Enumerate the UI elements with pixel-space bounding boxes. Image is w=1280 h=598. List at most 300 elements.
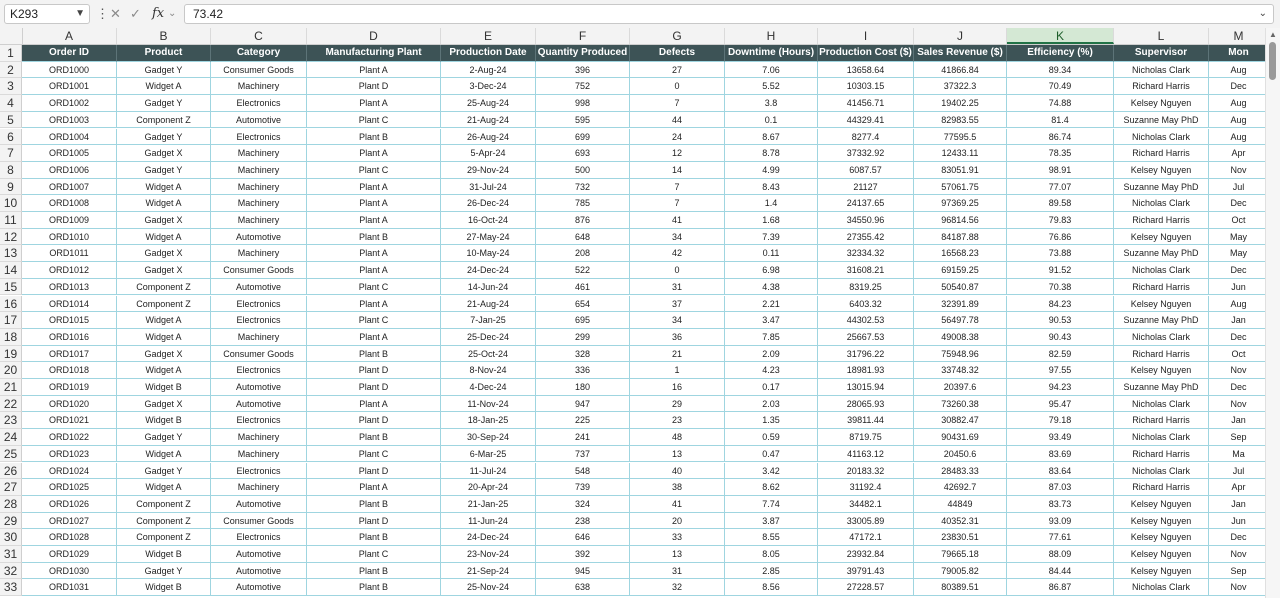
table-cell[interactable]: 90.53 <box>1007 312 1114 329</box>
row-number[interactable]: 27 <box>0 479 22 496</box>
table-cell[interactable]: Nicholas Clark <box>1114 579 1209 596</box>
table-cell[interactable]: 89.34 <box>1007 62 1114 79</box>
table-cell[interactable]: Jun <box>1209 279 1266 296</box>
table-cell[interactable]: 40352.31 <box>914 513 1007 530</box>
table-cell[interactable]: Automotive <box>211 279 307 296</box>
table-cell[interactable]: ORD1016 <box>22 329 117 346</box>
table-cell[interactable]: 0.11 <box>725 245 818 262</box>
table-cell[interactable]: Electronics <box>211 312 307 329</box>
table-cell[interactable]: 0.59 <box>725 429 818 446</box>
table-cell[interactable]: 8.55 <box>725 529 818 546</box>
table-cell[interactable]: Consumer Goods <box>211 346 307 363</box>
table-cell[interactable]: Machinery <box>211 78 307 95</box>
row-number[interactable]: 12 <box>0 229 22 246</box>
table-cell[interactable]: 0 <box>630 262 725 279</box>
table-cell[interactable]: ORD1009 <box>22 212 117 229</box>
table-cell[interactable]: ORD1022 <box>22 429 117 446</box>
table-cell[interactable]: Richard Harris <box>1114 279 1209 296</box>
table-cell[interactable]: 21 <box>630 346 725 363</box>
table-cell[interactable]: 0.47 <box>725 446 818 463</box>
table-cell[interactable]: Gadget Y <box>117 129 211 146</box>
table-cell[interactable]: Plant A <box>307 212 441 229</box>
table-cell[interactable]: 12 <box>630 145 725 162</box>
scrollbar-thumb[interactable] <box>1269 42 1276 80</box>
table-cell[interactable]: Automotive <box>211 229 307 246</box>
table-cell[interactable]: 5.52 <box>725 78 818 95</box>
table-cell[interactable]: 34482.1 <box>818 496 914 513</box>
table-cell[interactable]: 23932.84 <box>818 546 914 563</box>
table-cell[interactable]: 96814.56 <box>914 212 1007 229</box>
table-cell[interactable]: 26-Dec-24 <box>441 195 536 212</box>
table-cell[interactable]: Electronics <box>211 296 307 313</box>
table-cell[interactable]: 29 <box>630 396 725 413</box>
table-cell[interactable]: 50540.87 <box>914 279 1007 296</box>
table-cell[interactable]: Widget B <box>117 546 211 563</box>
table-cell[interactable]: 695 <box>536 312 630 329</box>
table-cell[interactable]: 84187.88 <box>914 229 1007 246</box>
table-cell[interactable]: 20397.6 <box>914 379 1007 396</box>
table-cell[interactable]: Nicholas Clark <box>1114 329 1209 346</box>
table-cell[interactable]: Gadget X <box>117 212 211 229</box>
table-cell[interactable]: 31 <box>630 563 725 580</box>
table-cell[interactable]: 40 <box>630 463 725 480</box>
table-cell[interactable]: Dec <box>1209 329 1266 346</box>
table-cell[interactable]: Plant C <box>307 546 441 563</box>
table-cell[interactable]: 37 <box>630 296 725 313</box>
table-cell[interactable]: Kelsey Nguyen <box>1114 496 1209 513</box>
table-cell[interactable]: 20183.32 <box>818 463 914 480</box>
chevron-down-icon[interactable]: ⌄ <box>168 8 177 19</box>
table-cell[interactable]: 27355.42 <box>818 229 914 246</box>
table-cell[interactable]: ORD1005 <box>22 145 117 162</box>
table-cell[interactable]: Kelsey Nguyen <box>1114 162 1209 179</box>
table-cell[interactable]: Gadget X <box>117 145 211 162</box>
table-cell[interactable]: 10-May-24 <box>441 245 536 262</box>
table-cell[interactable]: 3.42 <box>725 463 818 480</box>
table-cell[interactable]: Plant B <box>307 229 441 246</box>
table-cell[interactable]: 2-Aug-24 <box>441 62 536 79</box>
table-cell[interactable]: 24 <box>630 129 725 146</box>
table-cell[interactable]: Machinery <box>211 212 307 229</box>
column-header-c[interactable]: C <box>211 28 307 44</box>
table-cell[interactable]: 84.23 <box>1007 296 1114 313</box>
row-number[interactable]: 11 <box>0 212 22 229</box>
table-cell[interactable]: 29-Nov-24 <box>441 162 536 179</box>
table-cell[interactable]: 876 <box>536 212 630 229</box>
table-cell[interactable]: 30882.47 <box>914 412 1007 429</box>
table-cell[interactable]: Suzanne May PhD <box>1114 112 1209 129</box>
row-number[interactable]: 25 <box>0 446 22 463</box>
table-cell[interactable]: 21-Aug-24 <box>441 296 536 313</box>
table-cell[interactable]: Plant C <box>307 162 441 179</box>
table-cell[interactable]: 21-Sep-24 <box>441 563 536 580</box>
table-cell[interactable]: 79.18 <box>1007 412 1114 429</box>
table-cell[interactable]: 57061.75 <box>914 179 1007 196</box>
table-cell[interactable]: 79005.82 <box>914 563 1007 580</box>
scroll-up-icon[interactable]: ▲ <box>1269 30 1277 39</box>
row-number[interactable]: 10 <box>0 195 22 212</box>
table-cell[interactable]: 14 <box>630 162 725 179</box>
row-number[interactable]: 1 <box>0 45 22 62</box>
table-cell[interactable]: 33005.89 <box>818 513 914 530</box>
table-cell[interactable]: Component Z <box>117 496 211 513</box>
table-cell[interactable]: Sep <box>1209 563 1266 580</box>
table-cell[interactable]: 648 <box>536 229 630 246</box>
table-cell[interactable]: Plant D <box>307 412 441 429</box>
table-cell[interactable]: May <box>1209 245 1266 262</box>
table-cell[interactable]: Machinery <box>211 195 307 212</box>
table-cell[interactable]: 93.49 <box>1007 429 1114 446</box>
table-cell[interactable]: 785 <box>536 195 630 212</box>
table-cell[interactable]: Dec <box>1209 78 1266 95</box>
table-cell[interactable]: Plant B <box>307 346 441 363</box>
table-cell[interactable]: Plant D <box>307 78 441 95</box>
table-cell[interactable]: Gadget Y <box>117 463 211 480</box>
table-cell[interactable]: ORD1023 <box>22 446 117 463</box>
column-header-h[interactable]: H <box>725 28 818 44</box>
table-cell[interactable]: 44849 <box>914 496 1007 513</box>
table-cell[interactable]: ORD1018 <box>22 362 117 379</box>
column-title[interactable]: Mon <box>1209 45 1266 62</box>
table-cell[interactable]: 16-Oct-24 <box>441 212 536 229</box>
table-cell[interactable]: Plant C <box>307 279 441 296</box>
table-cell[interactable]: 16 <box>630 379 725 396</box>
table-cell[interactable]: Gadget X <box>117 245 211 262</box>
table-cell[interactable]: 27-May-24 <box>441 229 536 246</box>
table-cell[interactable]: 81.4 <box>1007 112 1114 129</box>
table-cell[interactable]: Widget A <box>117 195 211 212</box>
table-cell[interactable]: 2.03 <box>725 396 818 413</box>
table-cell[interactable]: 41456.71 <box>818 95 914 112</box>
table-cell[interactable]: 1.68 <box>725 212 818 229</box>
column-header-i[interactable]: I <box>818 28 914 44</box>
table-cell[interactable]: Richard Harris <box>1114 412 1209 429</box>
column-title[interactable]: Production Cost ($) <box>818 45 914 62</box>
column-header-a[interactable]: A <box>22 28 117 44</box>
table-cell[interactable]: Plant B <box>307 496 441 513</box>
column-title[interactable]: Downtime (Hours) <box>725 45 818 62</box>
table-cell[interactable]: 97369.25 <box>914 195 1007 212</box>
table-cell[interactable]: 73.88 <box>1007 245 1114 262</box>
table-cell[interactable]: ORD1008 <box>22 195 117 212</box>
table-cell[interactable]: Gadget Y <box>117 95 211 112</box>
table-cell[interactable]: 500 <box>536 162 630 179</box>
table-cell[interactable]: 646 <box>536 529 630 546</box>
table-cell[interactable]: ORD1028 <box>22 529 117 546</box>
table-cell[interactable]: Dec <box>1209 262 1266 279</box>
table-cell[interactable]: 947 <box>536 396 630 413</box>
table-cell[interactable]: 83051.91 <box>914 162 1007 179</box>
table-cell[interactable]: 693 <box>536 145 630 162</box>
table-cell[interactable]: ORD1027 <box>22 513 117 530</box>
column-header-b[interactable]: B <box>117 28 211 44</box>
table-cell[interactable]: 23 <box>630 412 725 429</box>
row-number[interactable]: 28 <box>0 496 22 513</box>
table-cell[interactable]: 11-Nov-24 <box>441 396 536 413</box>
table-cell[interactable]: ORD1013 <box>22 279 117 296</box>
table-cell[interactable]: Richard Harris <box>1114 479 1209 496</box>
table-cell[interactable]: ORD1014 <box>22 296 117 313</box>
table-cell[interactable]: 42 <box>630 245 725 262</box>
table-cell[interactable]: 95.47 <box>1007 396 1114 413</box>
table-cell[interactable]: Consumer Goods <box>211 62 307 79</box>
table-cell[interactable]: May <box>1209 229 1266 246</box>
table-cell[interactable]: Aug <box>1209 129 1266 146</box>
table-cell[interactable]: 25-Dec-24 <box>441 329 536 346</box>
table-cell[interactable]: Plant C <box>307 446 441 463</box>
table-cell[interactable]: 8277.4 <box>818 129 914 146</box>
row-number[interactable]: 16 <box>0 296 22 313</box>
table-cell[interactable]: ORD1007 <box>22 179 117 196</box>
table-cell[interactable]: Plant C <box>307 112 441 129</box>
table-cell[interactable]: Nicholas Clark <box>1114 262 1209 279</box>
table-cell[interactable]: ORD1000 <box>22 62 117 79</box>
vertical-scrollbar[interactable] <box>1265 28 1280 598</box>
table-cell[interactable]: Component Z <box>117 279 211 296</box>
table-cell[interactable]: 13 <box>630 446 725 463</box>
table-cell[interactable]: Jul <box>1209 179 1266 196</box>
table-cell[interactable]: Widget A <box>117 229 211 246</box>
table-cell[interactable]: 82983.55 <box>914 112 1007 129</box>
table-cell[interactable]: 13015.94 <box>818 379 914 396</box>
column-title[interactable]: Efficiency (%) <box>1007 45 1114 62</box>
table-cell[interactable]: Aug <box>1209 296 1266 313</box>
table-cell[interactable]: Suzanne May PhD <box>1114 245 1209 262</box>
table-cell[interactable]: 74.88 <box>1007 95 1114 112</box>
table-cell[interactable]: 70.49 <box>1007 78 1114 95</box>
table-cell[interactable]: ORD1026 <box>22 496 117 513</box>
table-cell[interactable]: 87.03 <box>1007 479 1114 496</box>
column-header-m[interactable]: M <box>1209 28 1266 44</box>
table-cell[interactable]: Gadget Y <box>117 429 211 446</box>
table-cell[interactable]: 7-Jan-25 <box>441 312 536 329</box>
row-number[interactable]: 2 <box>0 62 22 79</box>
table-cell[interactable]: 20-Apr-24 <box>441 479 536 496</box>
table-cell[interactable]: Suzanne May PhD <box>1114 379 1209 396</box>
column-header-e[interactable]: E <box>441 28 536 44</box>
table-cell[interactable]: 2.21 <box>725 296 818 313</box>
table-cell[interactable]: 752 <box>536 78 630 95</box>
table-cell[interactable]: 44302.53 <box>818 312 914 329</box>
table-cell[interactable]: 1.35 <box>725 412 818 429</box>
expand-formula-icon[interactable]: ⌄ <box>1258 8 1267 19</box>
row-number[interactable]: 8 <box>0 162 22 179</box>
table-cell[interactable]: 16568.23 <box>914 245 1007 262</box>
row-number[interactable]: 4 <box>0 95 22 112</box>
row-number[interactable]: 21 <box>0 379 22 396</box>
table-cell[interactable]: Machinery <box>211 479 307 496</box>
table-cell[interactable]: 28483.33 <box>914 463 1007 480</box>
select-all-corner[interactable] <box>0 28 23 44</box>
table-cell[interactable]: 27 <box>630 62 725 79</box>
table-cell[interactable]: 945 <box>536 563 630 580</box>
row-number[interactable]: 15 <box>0 279 22 296</box>
table-cell[interactable]: 21127 <box>818 179 914 196</box>
table-cell[interactable]: ORD1030 <box>22 563 117 580</box>
table-cell[interactable]: 20450.6 <box>914 446 1007 463</box>
table-cell[interactable]: Plant A <box>307 195 441 212</box>
table-cell[interactable]: 37322.3 <box>914 78 1007 95</box>
column-title[interactable]: Sales Revenue ($) <box>914 45 1007 62</box>
column-header-k[interactable]: K <box>1007 28 1114 44</box>
table-cell[interactable]: Jun <box>1209 513 1266 530</box>
table-cell[interactable]: 10303.15 <box>818 78 914 95</box>
table-cell[interactable]: Widget A <box>117 312 211 329</box>
table-cell[interactable]: Plant D <box>307 463 441 480</box>
table-cell[interactable]: Component Z <box>117 529 211 546</box>
table-cell[interactable]: Kelsey Nguyen <box>1114 563 1209 580</box>
table-cell[interactable]: 31608.21 <box>818 262 914 279</box>
row-number[interactable]: 7 <box>0 145 22 162</box>
table-cell[interactable]: Plant A <box>307 296 441 313</box>
row-number[interactable]: 29 <box>0 513 22 530</box>
table-cell[interactable]: 32334.32 <box>818 245 914 262</box>
row-number[interactable]: 9 <box>0 179 22 196</box>
table-cell[interactable]: ORD1024 <box>22 463 117 480</box>
table-cell[interactable]: 732 <box>536 179 630 196</box>
table-cell[interactable]: 56497.78 <box>914 312 1007 329</box>
table-cell[interactable]: Jan <box>1209 412 1266 429</box>
table-cell[interactable]: 3.8 <box>725 95 818 112</box>
table-cell[interactable]: Machinery <box>211 446 307 463</box>
table-cell[interactable]: Kelsey Nguyen <box>1114 229 1209 246</box>
table-cell[interactable]: ORD1003 <box>22 112 117 129</box>
table-cell[interactable]: Widget A <box>117 179 211 196</box>
chevron-down-icon[interactable]: ▼ <box>75 8 85 19</box>
table-cell[interactable]: 8319.25 <box>818 279 914 296</box>
table-cell[interactable]: Richard Harris <box>1114 212 1209 229</box>
column-title[interactable]: Quantity Produced <box>536 45 630 62</box>
table-cell[interactable]: 638 <box>536 579 630 596</box>
table-cell[interactable]: Aug <box>1209 62 1266 79</box>
table-cell[interactable]: 25-Oct-24 <box>441 346 536 363</box>
table-cell[interactable]: Kelsey Nguyen <box>1114 546 1209 563</box>
table-cell[interactable]: 83.69 <box>1007 446 1114 463</box>
table-cell[interactable]: Automotive <box>211 579 307 596</box>
table-cell[interactable]: 7 <box>630 179 725 196</box>
table-cell[interactable]: ORD1002 <box>22 95 117 112</box>
table-cell[interactable]: Automotive <box>211 112 307 129</box>
table-cell[interactable]: Jul <box>1209 463 1266 480</box>
table-cell[interactable]: 14-Jun-24 <box>441 279 536 296</box>
table-cell[interactable]: Plant D <box>307 379 441 396</box>
column-header-g[interactable]: G <box>630 28 725 44</box>
table-cell[interactable]: 90.43 <box>1007 329 1114 346</box>
table-cell[interactable]: 44 <box>630 112 725 129</box>
table-cell[interactable]: Kelsey Nguyen <box>1114 362 1209 379</box>
table-cell[interactable]: 19402.25 <box>914 95 1007 112</box>
table-cell[interactable]: Plant D <box>307 362 441 379</box>
table-cell[interactable]: Plant A <box>307 179 441 196</box>
table-cell[interactable]: Gadget X <box>117 396 211 413</box>
table-cell[interactable]: 6.98 <box>725 262 818 279</box>
table-cell[interactable]: Component Z <box>117 296 211 313</box>
column-header-f[interactable]: F <box>536 28 630 44</box>
table-cell[interactable]: ORD1017 <box>22 346 117 363</box>
table-cell[interactable]: 8.78 <box>725 145 818 162</box>
table-cell[interactable]: 32391.89 <box>914 296 1007 313</box>
table-cell[interactable]: 77595.5 <box>914 129 1007 146</box>
row-number[interactable]: 18 <box>0 329 22 346</box>
table-cell[interactable]: Kelsey Nguyen <box>1114 529 1209 546</box>
table-cell[interactable]: ORD1021 <box>22 412 117 429</box>
table-cell[interactable]: 37332.92 <box>818 145 914 162</box>
table-cell[interactable]: 7 <box>630 195 725 212</box>
table-cell[interactable]: Nicholas Clark <box>1114 429 1209 446</box>
table-cell[interactable]: 8.43 <box>725 179 818 196</box>
table-cell[interactable]: Widget A <box>117 78 211 95</box>
table-cell[interactable]: 522 <box>536 262 630 279</box>
table-cell[interactable]: Plant A <box>307 396 441 413</box>
table-cell[interactable]: 595 <box>536 112 630 129</box>
table-cell[interactable]: 70.38 <box>1007 279 1114 296</box>
table-cell[interactable]: 4-Dec-24 <box>441 379 536 396</box>
table-cell[interactable]: 739 <box>536 479 630 496</box>
name-box[interactable] <box>4 4 90 24</box>
table-cell[interactable]: 89.58 <box>1007 195 1114 212</box>
table-cell[interactable]: 324 <box>536 496 630 513</box>
table-cell[interactable]: 91.52 <box>1007 262 1114 279</box>
table-cell[interactable]: Plant B <box>307 579 441 596</box>
table-cell[interactable]: Gadget X <box>117 262 211 279</box>
table-cell[interactable]: Aug <box>1209 95 1266 112</box>
table-cell[interactable]: Nov <box>1209 162 1266 179</box>
table-cell[interactable]: Dec <box>1209 379 1266 396</box>
row-number[interactable]: 20 <box>0 362 22 379</box>
table-cell[interactable]: 8.56 <box>725 579 818 596</box>
table-cell[interactable]: ORD1001 <box>22 78 117 95</box>
table-cell[interactable]: 0.17 <box>725 379 818 396</box>
table-cell[interactable]: 23830.51 <box>914 529 1007 546</box>
table-cell[interactable]: 41163.12 <box>818 446 914 463</box>
table-cell[interactable]: 1.4 <box>725 195 818 212</box>
table-cell[interactable]: Gadget Y <box>117 563 211 580</box>
table-cell[interactable]: Plant A <box>307 95 441 112</box>
table-cell[interactable]: 13658.64 <box>818 62 914 79</box>
table-cell[interactable]: Automotive <box>211 546 307 563</box>
row-number[interactable]: 22 <box>0 396 22 413</box>
table-cell[interactable]: 47172.1 <box>818 529 914 546</box>
table-cell[interactable]: 6087.57 <box>818 162 914 179</box>
table-cell[interactable]: Automotive <box>211 396 307 413</box>
table-cell[interactable]: 6-Mar-25 <box>441 446 536 463</box>
table-cell[interactable]: 654 <box>536 296 630 313</box>
table-cell[interactable]: Widget B <box>117 412 211 429</box>
table-cell[interactable]: Richard Harris <box>1114 446 1209 463</box>
table-cell[interactable]: 90431.69 <box>914 429 1007 446</box>
table-cell[interactable]: 28065.93 <box>818 396 914 413</box>
table-cell[interactable]: Sep <box>1209 429 1266 446</box>
column-header-l[interactable]: L <box>1114 28 1209 44</box>
table-cell[interactable]: 21-Jan-25 <box>441 496 536 513</box>
table-cell[interactable]: 699 <box>536 129 630 146</box>
table-cell[interactable]: 27228.57 <box>818 579 914 596</box>
row-number[interactable]: 3 <box>0 78 22 95</box>
table-cell[interactable]: 8.05 <box>725 546 818 563</box>
table-cell[interactable]: Nov <box>1209 579 1266 596</box>
row-number[interactable]: 19 <box>0 346 22 363</box>
table-cell[interactable]: 77.61 <box>1007 529 1114 546</box>
table-cell[interactable]: 84.44 <box>1007 563 1114 580</box>
table-cell[interactable]: 79.83 <box>1007 212 1114 229</box>
table-cell[interactable]: Plant C <box>307 312 441 329</box>
table-cell[interactable]: 18-Jan-25 <box>441 412 536 429</box>
table-cell[interactable]: 998 <box>536 95 630 112</box>
table-cell[interactable]: Nicholas Clark <box>1114 396 1209 413</box>
table-cell[interactable]: 39791.43 <box>818 563 914 580</box>
table-cell[interactable]: ORD1010 <box>22 229 117 246</box>
table-cell[interactable]: Electronics <box>211 95 307 112</box>
